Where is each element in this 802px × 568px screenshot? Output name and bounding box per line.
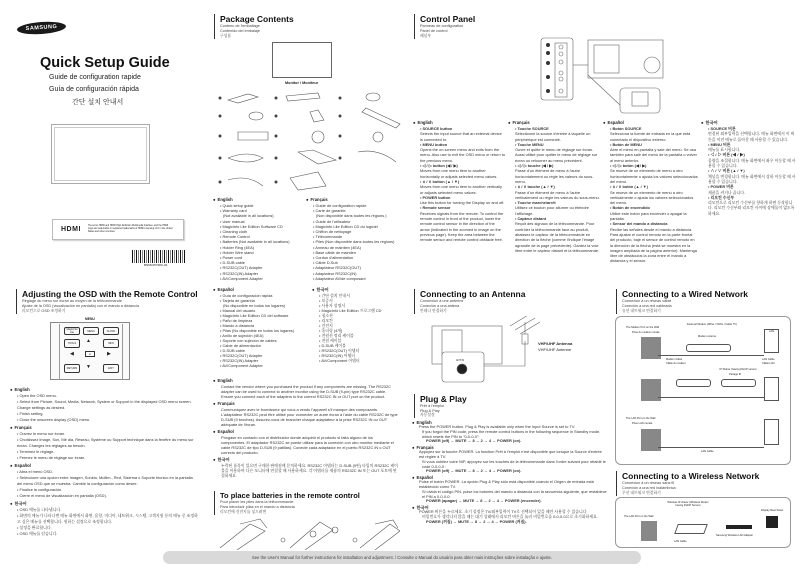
list-item: • Warranty card xyxy=(213,208,303,213)
list-item: • Cordon d'alimentation xyxy=(306,255,406,260)
lang-label: ● Français xyxy=(412,445,608,450)
diagram-label: The Modem Port on the Wall xyxy=(626,326,659,329)
lang-label: ● Français xyxy=(306,197,406,203)
list-item: • Base câble de maintien xyxy=(306,250,406,255)
remote-key-return: RETURN xyxy=(64,364,80,373)
section-title: Plug & Play xyxy=(420,394,467,404)
step: • Cierre el menú de visualización en pantalla (OSD). xyxy=(10,493,198,499)
subtitle: Panel de control xyxy=(420,29,448,33)
section-title: Connecting to a Wired Network xyxy=(622,289,749,299)
control-col-english xyxy=(413,118,505,243)
subtitle: 구성품 xyxy=(220,34,232,38)
item-text: Abre el menú en pantalla y sale del menú. Se usa también para salir del menú de la pantalla o volver al menú anterior. xyxy=(610,147,697,163)
item-text: 채널을 변경합니다. 메뉴 화면에서 상하 이동할 때 사용할 수 있습니다. xyxy=(708,173,796,184)
list-item: • Guía de configuración rápida xyxy=(213,293,308,298)
list-item: • Paño de limpieza xyxy=(213,318,308,323)
item-heading: • POWER button xyxy=(413,195,505,200)
item-heading: • ◁ / ▷ touche (◀ / ▶) xyxy=(508,163,600,168)
item-heading: • Remote sensor xyxy=(413,205,505,210)
sequence: POWER (apagar) → MUTE → 8 → 2 → 4 → POWER (encender). xyxy=(426,498,542,504)
list-item: • Remote Control xyxy=(213,234,303,239)
item-text: Passe d'un élément de menu à l'autre verticalement ou règle les valeurs du sous-menu. xyxy=(515,189,600,200)
item-text: 연결된 외부입력을 선택합니다. 메뉴 화면에서 이 버튼을 이전 메뉴로 돌아갈 때 사용할 수 있습니다. xyxy=(708,131,795,142)
list-item: • Batteries (Not available in all locations) xyxy=(213,239,303,244)
section-title: Adjusting the OSD with the Remote Control xyxy=(22,289,198,299)
note-text: Communiquez avec le fournisseur qui vous a vendu l'appareil s'il manque des composants. L'adaptateur RS232C peut être utilisé pour connecter un autre écran à l'aide du câble RS232C de type D-SUB (9 broches). Assurez-vous de brancher chaque adaptateur à la prise RS232C IN ou OUT adéquate de l'écran. xyxy=(221,407,398,427)
accessory-illustrations xyxy=(218,92,403,192)
hdmi-note: The terms HDMI and HDMI High-Definition Multimedia Interface, and the HDMI Logo are trademarks or registered trademarks of HDMI Licensing LLC in the United States and other countries. xyxy=(87,224,173,234)
lan-port-image xyxy=(764,419,779,445)
item-text: Ouvre et quitte le menu de réglage sur écran. Aussi utilisé pour quitter le menu de réglage sur écran ou retourner au menu précédent. xyxy=(515,147,598,163)
subtitle: 자동설정 xyxy=(420,413,435,417)
modem-image xyxy=(686,344,731,352)
list-item: • 리모컨 xyxy=(312,318,400,323)
diagram-label: Modem externe xyxy=(698,334,717,338)
subtitle: Conexión a una red cableada xyxy=(622,304,672,308)
lang-label: ● English xyxy=(412,420,608,425)
item-text: Utilisez ce bouton pour allumer ou éteindre l'affichage. xyxy=(515,205,589,216)
diagram-label: Prise LAN murale xyxy=(632,421,653,425)
lang-label: ● Español xyxy=(213,287,308,293)
subtitle: 무선 네트워크 연결하기 xyxy=(622,491,661,495)
section-title: Connecting to an Antenna xyxy=(420,289,526,299)
lan-port-image xyxy=(764,377,779,401)
item-text: 리모컨으로 리모컨 수신부를 향하게 하면 동작합니다. 리모컨 수신부와 리모컨 사이에 장애물이 없도록 하세요. xyxy=(708,200,795,216)
lang-label: ● 한국어 xyxy=(10,501,198,507)
lang-label: ● 한국어 xyxy=(312,287,400,293)
item-text: Passe d'un élément de menu à l'autre horizontalement ou règle les valeurs du sous-menu. xyxy=(515,168,594,184)
footer-bar: See the User's Manual for further instructions for installation and adjustment. / Consulte o Manual do usuário para obter mais instruções sobre instalação e ajuste. xyxy=(163,551,641,564)
antenna-port-label: ANT IN xyxy=(456,359,465,362)
remote-label: MENU xyxy=(85,317,95,321)
item-heading: • SOURCE button xyxy=(413,126,505,131)
osd-section xyxy=(16,289,198,314)
list-item: • 홀더링 (4개) xyxy=(312,328,400,333)
item-heading: • Touche MENU xyxy=(508,142,600,147)
list-item: • MagicInfo Lite Edition 프로그램 CD xyxy=(312,308,400,313)
diagram-label: IP Sharer (having DHCP server) xyxy=(719,368,757,371)
wireless-network-section xyxy=(616,471,759,496)
list-item: (No disponible en todos los lugares) xyxy=(223,303,286,308)
item-heading: • ◁ / ▷ button (◀ / ▶) xyxy=(413,163,505,168)
modem-image xyxy=(676,379,711,387)
batteries-section xyxy=(214,491,360,515)
lang-label: ● Français xyxy=(213,401,398,407)
item-heading: • Botón de MENU xyxy=(603,142,698,147)
list-item: (Not available in all locations) xyxy=(223,213,274,219)
item-heading: • MENU 버튼 xyxy=(701,142,796,147)
section-title: To place batteries in the remote control xyxy=(220,491,360,500)
list-item: • 건전지 xyxy=(312,323,400,328)
item-text: Use this button for turning the Display on and off. xyxy=(420,200,505,206)
diagram-label: LAN Cable xyxy=(674,540,687,543)
control-col-spanish xyxy=(603,118,698,264)
list-item: • RS232C(OUT) Adapter xyxy=(213,353,308,358)
lang-label: ● 한국어 xyxy=(213,457,398,463)
list-item: • AV/Component Adapter xyxy=(213,276,303,281)
list-item: • Anneau de maintien (4EA) xyxy=(306,245,406,250)
item-text: Moves from one menu item to another horizontally or adjusts selected menu values. xyxy=(420,168,498,179)
antenna-label-fr: VHF/UHF Antenne xyxy=(538,347,572,352)
package-notes xyxy=(213,376,398,478)
step: • Close the onscreen display (OSD) menu. xyxy=(10,417,198,423)
up-arrow-icon: ▲ xyxy=(86,338,91,344)
item-heading: • SOURCE 버튼 xyxy=(701,126,796,131)
package-monitor-image xyxy=(272,42,332,78)
list-item: • Quick setup guide xyxy=(213,203,303,208)
diagram-label: The LAN Port on the Wall xyxy=(624,515,654,518)
diagram-label: Samsung Wireless LAN Adapter xyxy=(716,534,754,537)
diagram-label: Modem Cable xyxy=(666,358,683,361)
item-text: Moves from one menu item to another vertically or adjusts selected menu values. xyxy=(420,184,502,195)
item-heading: • Botón SOURCE xyxy=(603,126,698,131)
wireless-adapter-image xyxy=(726,525,752,529)
list-item: • Adaptateur RS232C(OUT) xyxy=(306,265,406,270)
lang-label: ● Español xyxy=(603,120,698,126)
list-item: • Pilas (No disponible en todos los lugares) xyxy=(213,328,308,333)
item-heading: • POWER 버튼 xyxy=(701,184,796,189)
subtitle: Pour placer les piles dans la télécommande xyxy=(220,500,294,504)
antenna-label: VHF/UHF Antenna xyxy=(538,341,573,346)
item-text: Reçoit des signaux de la télécommande. Pour contrôler la télécommande face au produit, abaissez le capteur de la télécommande en direction de la flèche (comme l'indique l'image agrandie de la page précédente). Gardez la voie libre entre le capteur distant et la télécommande. xyxy=(515,221,600,253)
subtitle: Para introducir pilas en el mando a distancia xyxy=(220,505,295,509)
subtitle: Conexión a una antena xyxy=(420,304,460,308)
item-text: Opens the on-screen menu and exits from the menu. Also use to exit the OSD menu or return to the previous menu. xyxy=(420,147,505,163)
list-item: • Anillo de sujeción (4EA) xyxy=(213,333,308,338)
note: 비밀번호가 생각나지 않을 때는 대기 상태에서 리모컨 버튼을 눌러 비밀번호를 0-0-0-0으로 초기화하세요. xyxy=(422,513,598,519)
subtitle: 유선 네트워크 연결하기 xyxy=(622,309,661,313)
lang-label: ● English xyxy=(213,378,398,384)
cover-subtitle-es: Guía de configuración rápida xyxy=(49,86,139,93)
battery-illustrations xyxy=(215,518,400,550)
item-heading: • ∧ / ∨ botón (▲ / ▼) xyxy=(603,184,698,189)
list-item: (Non disponible dans toutes les régions.) xyxy=(316,213,387,219)
diagram-label: Partage IP xyxy=(729,372,742,376)
lang-label: ● 한국어 xyxy=(701,120,796,126)
text: Pulse el botón POWER. La opción Plug & Play sólo está disponible cuando el Origen de entrada está establecido como TV. xyxy=(419,479,594,489)
list-item: • User manual xyxy=(213,219,303,224)
step: • Finish setting. xyxy=(10,411,198,417)
control-panel-section xyxy=(414,14,475,39)
list-item: • AV/Component 어댑터 xyxy=(312,358,400,363)
list-item: • Manual del usuario xyxy=(213,308,308,313)
note-text: Póngase en contacto con el distribuidor donde adquirió el producto si falta alguno de los componentes. El adaptador RS232C se puede utilizar para la conexión con otro monitor mediante el cable RS232C de tipo D-SUB (9 patillas). Conecte cada adaptador en el puerto RS232C IN o OUT correcto del producto. xyxy=(221,435,394,455)
diagram-label: Prise du modem murale xyxy=(632,330,660,334)
package-item-images xyxy=(218,92,403,192)
list-item: • D-SUB 케이블 xyxy=(312,343,400,348)
list-item: • RS232C(IN) Adapter xyxy=(213,358,308,363)
section-title: Control Panel xyxy=(420,14,476,24)
list-item: • D-SUB cable xyxy=(213,348,308,353)
step: • Open the OSD menu. xyxy=(10,393,198,399)
barcode-number: BN68-05728C-02 xyxy=(144,263,168,267)
item-text: Se mueve de un elemento de menú a otro verticalmente o ajusta los valores seleccionados del menú. xyxy=(610,189,694,206)
lang-label: ● English xyxy=(213,197,303,203)
note: If you forgot the PIN code, press the remote control buttons in the following sequence in Standby mode, which resets the PIN to "0-0-0-0": xyxy=(422,428,601,439)
text: Press the POWER button. Plug & Play is available only when the Input Source is set to TV. xyxy=(419,424,576,429)
control-col-korean xyxy=(701,118,796,216)
package-list-french xyxy=(306,195,406,281)
list-item: • Guide de l'utilisateur xyxy=(306,219,406,224)
item-heading: • Botón de encendido xyxy=(603,205,698,210)
step: • Fermez le menu de réglage sur écran. xyxy=(10,455,198,461)
list-item: • 사용자 설명서 xyxy=(312,303,400,308)
list-item: • MagicInfo Lite Edition CD du logiciel xyxy=(306,224,406,229)
monitor-image xyxy=(51,124,150,184)
list-item: • Holder Wire stand xyxy=(213,250,303,255)
subtitle: 리모컨에 건전지를 넣으려면 xyxy=(220,510,267,514)
lan-port-image xyxy=(764,329,779,353)
wired-network-diagram xyxy=(615,316,791,465)
antenna-section xyxy=(414,289,525,314)
package-contents-section xyxy=(214,14,294,39)
item-text: 음량을 조절합니다. 메뉴 화면에서 좌우 이동할 때 사용할 수 있습니다. xyxy=(708,157,796,169)
monitor-label: Monitor / Moniteur xyxy=(285,81,319,85)
list-item: • Cleaning cloth xyxy=(213,229,303,234)
right-arrow-icon: ▶ xyxy=(107,351,111,357)
list-item: • Guide de configuration rapide xyxy=(306,203,406,208)
item-heading: • Capteur distant xyxy=(508,216,600,221)
item-text: Selects the input source that an external device is connected to. xyxy=(420,131,502,142)
subtitle: Connexion à un réseau câblé xyxy=(622,299,672,303)
list-item: • 청소천 xyxy=(312,313,400,318)
lang-label: ● 한국어 xyxy=(412,505,608,510)
lang-label: ● English xyxy=(10,387,198,393)
cover-subtitle-fr: Guide de configuration rapide xyxy=(49,74,141,81)
hdmi-logo: HDMI xyxy=(61,226,81,233)
list-item: • Télécommande xyxy=(306,234,406,239)
sequence: POWER (off) → MUTE → 8 → 2 → 4 → POWER (on). xyxy=(426,438,522,444)
lang-label: ● Español xyxy=(412,475,608,480)
diagram-label: Câble LAN xyxy=(762,362,775,365)
lang-label: ● Français xyxy=(508,120,600,126)
text: POWER 버튼을 누르세요. 초기 설정은 TV/외부입력이 TV로 선택되어 있을 때만 사용할 수 있습니다. xyxy=(419,509,588,515)
step: • Select from Picture, Sound, Media, Network, System or Support in the displayed OSD menu screen. Change settings as desired. xyxy=(10,399,198,411)
list-item: • 전원 케이블 xyxy=(312,338,400,343)
subtitle: Contenido del embalaje xyxy=(220,29,260,33)
wired-network-section xyxy=(616,289,748,314)
list-item: • MagicInfo Lite Edition CD del software xyxy=(213,313,308,318)
item-text: 제품을 켜거나 끕니다. xyxy=(708,189,746,195)
remote-key-menu: MENU xyxy=(83,327,99,335)
remote-key-tools: TOOLS xyxy=(64,339,80,348)
diagram-label: Wireless IP sharer (Wireless Router having DHCP Server) xyxy=(667,501,709,508)
item-heading: • ∧ / ∨ button (▲ / ▼) xyxy=(413,179,505,184)
list-item: • RS232C(OUT) Adapter xyxy=(213,265,303,270)
step: • Seleccione una opción entre Imagen, Sonido, Multim., Red, Sistema o Soporte técnico en la pantalla del menú OSD que se muestra. Cambie la configuración como desee. xyxy=(10,475,198,487)
diagram-label: Câble du modem xyxy=(666,362,686,365)
diagram-label: LAN Cable xyxy=(762,358,775,361)
item-text: Utilice este botón para encender o apagar la pantalla. xyxy=(610,210,687,222)
remote-diagram xyxy=(50,317,130,380)
lang-label: ● English xyxy=(413,120,505,126)
note-text: 누락된 품목이 있으면 구매한 판매점에 문의하세요. RS232C 어댑터는 D-SUB (9핀) 타입의 RS232C 케이블을 이용하여 다른 모니터에 연결할 때 사용하세요. 각 어댑터를 제품의 RS232C IN 또는 OUT 포트에 연결하세요. xyxy=(221,463,398,478)
item-heading: • Sensor del mando a distancia xyxy=(603,221,698,226)
sequence: POWER (off) → MUTE → 8 → 2 → 4 → POWER (on). xyxy=(426,468,522,474)
step: • Abra el menú OSD. xyxy=(10,469,198,475)
list-item: • 전원선 정리 케이블 xyxy=(312,333,400,338)
subtitle: Ajuste de la OSD (visualización en pantalla) con el mando a distancia xyxy=(22,304,139,308)
list-item: • Power cord xyxy=(213,255,303,260)
barcode xyxy=(132,250,185,263)
item-heading: • MENU button xyxy=(413,142,505,147)
list-item: • RS232C(IN) Adapter xyxy=(213,271,303,276)
list-item: • Adaptateur AV/de composant xyxy=(306,276,406,281)
sequence: POWER (꺼짐) → MUTE → 8 → 2 → 4 → POWER (켜짐). xyxy=(426,518,527,524)
remote-key-magicinfo: MagicInfo Lite xyxy=(64,327,80,335)
note: Si olvida el código PIN, pulse los botones del mando a distancia con la secuencia siguiente, que restablece el PIN a 0-0-0-0: xyxy=(422,488,607,499)
item-text: Se mueve de un elemento de menú a otro horizontalmente o ajusta los valores seleccionados del menú. xyxy=(610,168,698,184)
item-text: 메뉴를 표시합니다. xyxy=(708,147,741,153)
step: • Finalice la configuración. xyxy=(10,487,198,493)
samsung-logo: SAMSUNG xyxy=(17,20,67,35)
hdmi-box xyxy=(52,219,184,240)
subtitle: Conexión a una red inalámbrica xyxy=(622,486,676,490)
section-title: Package Contents xyxy=(220,14,294,24)
down-arrow-icon: ▼ xyxy=(86,364,91,370)
subtitle: Panneau de configuration xyxy=(420,24,464,28)
lang-label: ● Español xyxy=(213,429,398,435)
list-item: • Carte de garantie xyxy=(306,208,406,213)
step: • 설정을 완료합니다. xyxy=(10,525,198,531)
text: Appuyez sur la touche POWER. La fonction Prêt à l'emploi n'est disponible que lorsque la Source d'entrée est réglée à TV. xyxy=(419,449,602,459)
cover-subtitle-ko: 간단 설치 안내서 xyxy=(72,99,124,106)
list-item: • 간단 설치 안내서 xyxy=(312,293,400,298)
router-image xyxy=(674,524,708,534)
list-item: • MagicInfo Lite Edition Software CD xyxy=(213,224,303,229)
diagram-label: External Modem (ADSL / VDSL / Cable TV) xyxy=(687,323,737,326)
wall-port-image xyxy=(641,521,657,541)
list-item: • Piles (Non disponible dans toutes les régions) xyxy=(306,239,406,244)
subtitle: Prêt à l'emploi xyxy=(420,404,444,408)
section-title: Connecting to a Wireless Network xyxy=(622,471,760,481)
item-text: Selecciona la fuente de entrada en la que está conectado el dispositivo externo. xyxy=(610,131,691,142)
package-list-spanish xyxy=(213,285,308,368)
step: • OSD 메뉴를 닫습니다. xyxy=(10,531,198,537)
package-list-english xyxy=(213,195,303,281)
diagram-label: LAN Cable xyxy=(701,450,714,453)
note: Si vous oubliez votre NIP, appuyez sur les touches de la télécommande dans l'ordre suivant pour rétablir le code 0-0-0-0 : xyxy=(422,458,606,469)
plug-play-text xyxy=(412,419,608,525)
subtitle: 패널부 xyxy=(420,34,432,38)
cover-title: Quick Setup Guide xyxy=(40,55,170,71)
item-text: Sélectionne la source d'entrée à laquelle un périphérique est connecté. xyxy=(515,131,591,142)
list-item: • Soporte con sujeción de cables xyxy=(213,338,308,343)
item-heading: • ∧ / ∨ 버튼 (▲ / ▼) xyxy=(701,168,796,173)
step: • Ouvrez le menu sur écran. xyxy=(10,431,198,437)
step: • Choisissez Image, Son, Mé dia, Réseau, Système ou Support technique dans la fenêtre du menu sur écran. Changez les réglages au besoin. xyxy=(10,437,198,449)
item-heading: • Touche SOURCE xyxy=(508,126,600,131)
subtitle: Connexion à un réseau sans fil xyxy=(622,481,675,485)
lang-label: ● Français xyxy=(10,425,198,431)
package-list-korean xyxy=(312,285,400,363)
ip-sharer-image xyxy=(721,379,756,387)
list-item: • RS232C(IN) 어댑터 xyxy=(312,353,400,358)
step: • OSD 메뉴를 나타냅니다. xyxy=(10,507,198,513)
plug-play-section xyxy=(414,394,467,418)
item-text: Receives signals from the remote. To control the remote control in front of the product, lower the remote control sensor in the direction of the arrow (indicated in the zoomed in image on the previous page). Keep the area between the remote sensor and remote control obstacle free. xyxy=(420,210,504,243)
list-item: • AV/Component Adapter xyxy=(213,363,308,368)
list-item: • RS232C(OUT) 어댑터 xyxy=(312,348,400,353)
list-item: • Adaptateur RS232C(IN) xyxy=(306,271,406,276)
list-item: • Chiffon de nettoyage xyxy=(306,229,406,234)
step: • 화면의 메뉴가 나타나면 메뉴 화면에서 화면, 음향, 미디어, 네트워크, 시스템, 고객지원 등의 메뉴 중 조정하고 싶은 메뉴를 선택합니다. 원하는 설정으로 조정합니다. xyxy=(10,513,198,525)
diagram-label: Display Rear Panel xyxy=(761,509,784,512)
rear-panel-image xyxy=(766,516,778,528)
item-heading: • ∧ / ∨ touche (▲ / ▼) xyxy=(508,184,600,189)
diagram-label: The LAN Port on the Wall xyxy=(626,417,656,420)
list-item: • D-SUB cable xyxy=(213,260,303,265)
remote-key-exit: EXIT xyxy=(103,364,119,373)
item-heading: • Touche marche/arrêt xyxy=(508,200,600,205)
enter-icon: ↵ xyxy=(85,351,95,357)
list-item: • Cable de alimentación xyxy=(213,343,308,348)
note-text: Contact the vendor where you purchased the product if any components are missing. The RS232C adapter can be used to connect to another monitor using the D-SUB (9-pin) type RS232C cable. Ensure you connect each of the adapters to the correct RS232C IN or OUT port on the product. xyxy=(221,384,391,399)
list-item: • Holder Ring (4EA) xyxy=(213,245,303,250)
list-item: • Câble D-Sub xyxy=(306,260,406,265)
antenna-diagram xyxy=(430,316,540,392)
control-panel-diagram xyxy=(540,35,665,115)
control-col-french xyxy=(508,118,600,253)
lan-port-label: LAN xyxy=(768,330,775,333)
step: • Terminez le réglage. xyxy=(10,449,198,455)
list-item: • Tarjeta de garantía xyxy=(213,298,308,303)
subtitle: Réglage du menu sur écran au moyen de la télécommande xyxy=(22,299,122,303)
item-heading: • ◁ / ▷ botón (◀ / ▶) xyxy=(603,163,698,168)
osd-steps xyxy=(10,385,198,537)
remote-key-clock: CLOCK xyxy=(103,327,119,335)
lang-label: ● Español xyxy=(10,463,198,469)
remote-key-info: INFO xyxy=(103,339,119,348)
left-arrow-icon: ◀ xyxy=(70,351,74,357)
wireless-network-diagram xyxy=(615,497,791,548)
subtitle: 안테나 연결하기 xyxy=(420,309,447,313)
item-heading: • ◁ / ▷ 버튼 (◀ / ▶) xyxy=(701,152,796,157)
subtitle: Connexion à une antenne xyxy=(420,299,464,303)
list-item: • 보증서 xyxy=(312,298,400,303)
subtitle: Plug & Play xyxy=(420,408,440,413)
subtitle: 리모컨으로 OSD 조정하기 xyxy=(22,309,66,313)
list-item: • Mando a distancia xyxy=(213,323,308,328)
subtitle: Contenu de l'emballage xyxy=(220,24,260,28)
item-heading: • 리모컨 수신부 xyxy=(701,195,796,200)
item-text: Recibe las señales desde el mando a distancia. Para ajustar el control remoto en la parte frontal del producto, baje el sensor de control remoto en la dirección de la flecha (está se muestra en la imagen ampliada de la página anterior). Mantenga libre de obstáculos la zona entre el mando a distancia y el sensor. xyxy=(610,226,697,264)
